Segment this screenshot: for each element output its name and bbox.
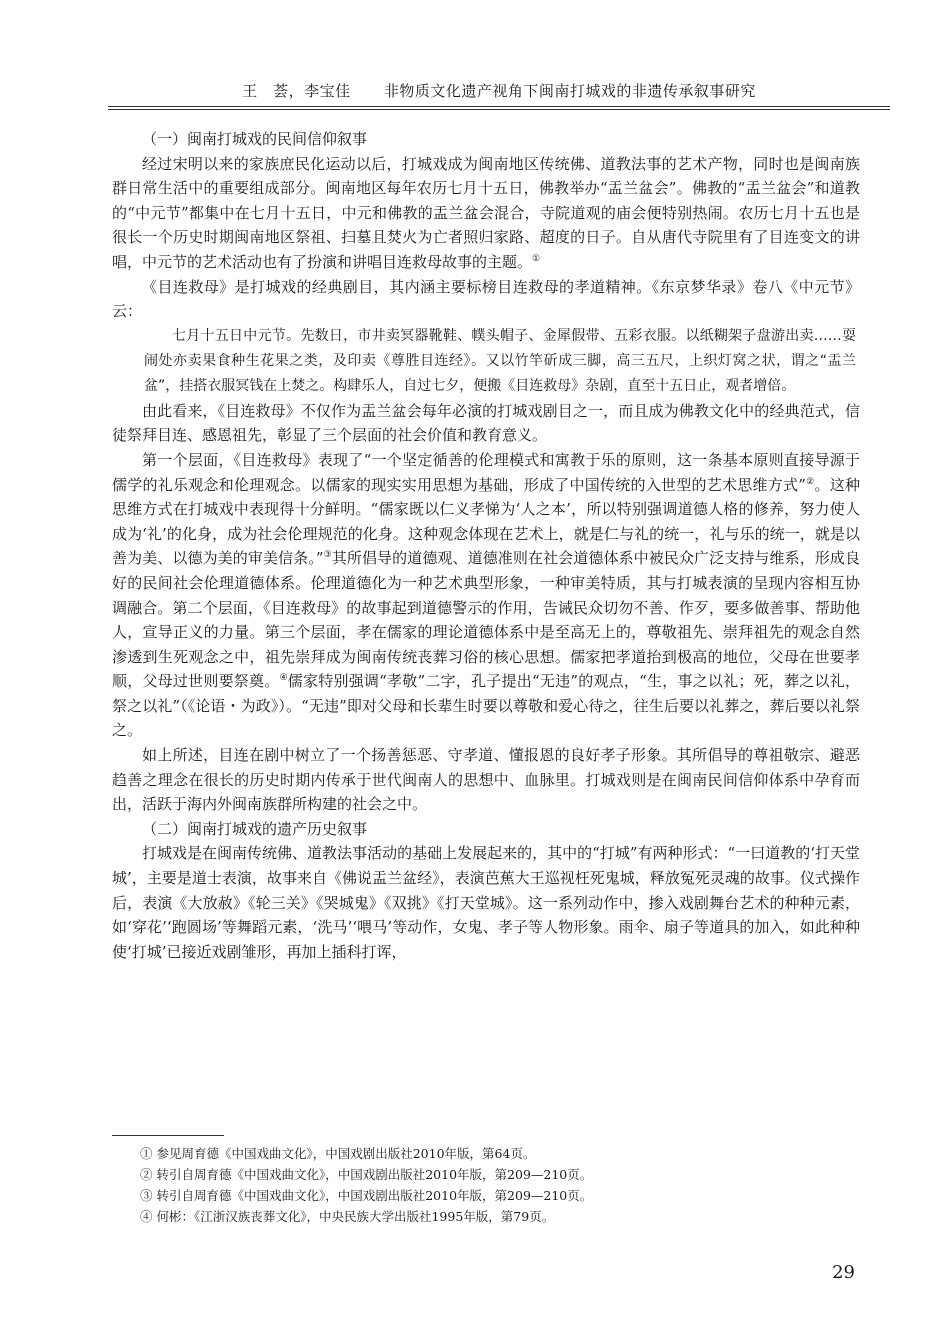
footnote-ref: ④ — [279, 673, 288, 684]
section-heading: （二）闽南打城戏的遗产历史叙事 — [142, 819, 368, 838]
header-rule-bottom — [108, 109, 890, 110]
footnote: ① 参见周育德《中国戏曲文化》，中国戏剧出版社2010年版，第64页。 — [140, 1146, 536, 1161]
footnote: ③ 转引自周育德《中国戏曲文化》，中国戏剧出版社2010年版，第209—210页。 — [140, 1188, 593, 1203]
footnote: ④ 何彬：《江浙汉族丧葬文化》，中央民族大学出版社1995年版，第79页。 — [140, 1209, 555, 1224]
paragraph: 如上所述，目连在剧中树立了一个扬善惩恶、守孝道、懂报恩的良好孝子形象。其所倡导的尊祖敬宗、避恶趋善之理念在很长的历史时期内传承于世代闽南人的思想中、血脉里。打城戏则是在闽南民间信仰体系中孕育而出，活跃于海内外闽南族群所构建的社会之中。 — [112, 746, 860, 814]
section-heading: （一）闽南打城戏的民间信仰叙事 — [142, 130, 368, 148]
paragraph: 打城戏是在闽南传统佛、道教法事活动的基础上发展起来的，其中的“打城”有两种形式：“一曰道教的‘打天堂城’，主要是道士表演，故事来自《佛说盂兰盆经》，表演芭蕉大王巡视枉死鬼城，释放冤死灵魂的故事。仪式操作后，表演《大放赦》《轮三关》《哭城鬼》《双挑》《打天堂城》。这一系列动作中，掺入戏剧舞台艺术的种种元素，如‘穿花’‘跑圆场’等舞蹈元素，‘洗马’‘喂马’等动作，女鬼、孝子等人物形象。雨伞、扇子等道具的加入，如此种种使‘打城’已接近戏剧雏形，再加上插科打诨， — [112, 844, 860, 961]
paragraph: 第一个层面，《目连救母》表现了“一个坚定循善的伦理模式和寓教于乐的原则，这一条基本原则直接导源于儒学的礼乐观念和伦理观念。以儒家的现实实用思想为基础，形成了中国传统的入世型的艺术思维方式”②。这种思维方式在打城戏中表现得十分鲜明。“儒家既以仁义孝悌为‘人之本’，所以特别强调道德人格的修养，努力使人成为‘礼’的化身，成为社会伦理规范的化身。这种观念体现在艺术上，就是仁与礼的统一，礼与乐的统一，就是以善为美、以德为美的审美信条。”③其所倡导的道德观、道德准则在社会道德体系中被民众广泛支持与维系，形成良好的民间社会伦理道德体系。伦理道德化为一种艺术典型形象，一种审美特质，其与打城表演的呈现内容相互协调融合。第二个层面，《目连救母》的故事起到道德警示的作用，告诫民众切勿不善、作歹，要多做善事、帮助他人，宣导正义的力量。第三个层面，孝在儒家的理论道德体系中是至高无上的，尊敬祖先、崇拜祖先的观念自然渗透到生死观念之中，祖先崇拜成为闽南传统丧葬习俗的核心思想。儒家把孝道抬到极高的地位，父母在世要孝顺，父母过世则要祭奠。④儒家特别强调“孝敬”二字，孔子提出“无违”的观点，“生，事之以礼；死，葬之以礼，祭之以礼”（《论语・为政》）。“无违”即对父母和长辈生时要以尊敬和爱心待之，往生后要以礼葬之，葬后要以礼祭之。 — [112, 450, 860, 740]
paragraph: 经过宋明以来的家族庶民化运动以后，打城戏成为闽南地区传统佛、道教法事的艺术产物，同时也是闽南族群日常生活中的重要组成部分。闽南地区每年农历七月十五日，佛教举办“盂兰盆会”。佛教的“盂兰盆会”和道教的“中元节”都集中在七月十五日，中元和佛教的盂兰盆会混合，寺院道观的庙会便特别热闹。农历七月十五也是很长一个历史时期闽南地区祭祖、扫墓且焚火为亡者照归家路、超度的日子。自从唐代寺院里有了目连变文的讲唱，中元节的艺术活动也有了扮演和讲唱目连救母故事的主题。① — [112, 154, 860, 271]
footnote: ② 转引自周育德《中国戏曲文化》，中国戏剧出版社2010年版，第209—210页。 — [140, 1167, 593, 1182]
footnote-ref: ① — [532, 253, 541, 264]
paragraph: 《目连救母》是打城戏的经典剧目，其内涵主要标榜目连救母的孝道精神。《东京梦华录》卷八《中元节》云： — [112, 277, 860, 321]
block-quote: 七月十五日中元节。先数日，市井卖冥器靴鞋、幞头帽子、金犀假带、五彩衣服。以纸糊架子盘游出卖……耍闹处亦卖果食种生花果之类，及印卖《尊胜目连经》。又以竹竿斫成三脚，高三五尺，上织灯窝之状，谓之“盂兰盆”，挂搭衣服冥钱在上焚之。构肆乐人，自过七夕，便搬《目连救母》杂剧，直至十五日止，观者增倍。 — [144, 327, 856, 394]
header-authors: 王 荟，李宝佳 — [242, 82, 351, 100]
footnote-ref: ③ — [323, 550, 332, 561]
paragraph: 由此看来，《目连救母》不仅作为盂兰盆会每年必演的打城戏剧目之一，而且成为佛教文化中的经典范式，信徒祭拜目连、感恩祖先，彰显了三个层面的社会价值和教育意义。 — [112, 401, 860, 445]
header-title: 非物质文化遗产视角下闽南打城戏的非遗传承叙事研究 — [383, 82, 756, 100]
footnote-rule — [112, 1135, 224, 1136]
footnote-ref: ② — [805, 476, 815, 487]
running-header — [108, 80, 890, 101]
article-body — [112, 127, 860, 964]
page-number: 29 — [832, 1262, 855, 1283]
footnotes — [140, 1143, 840, 1227]
header-rule-top — [108, 106, 890, 107]
